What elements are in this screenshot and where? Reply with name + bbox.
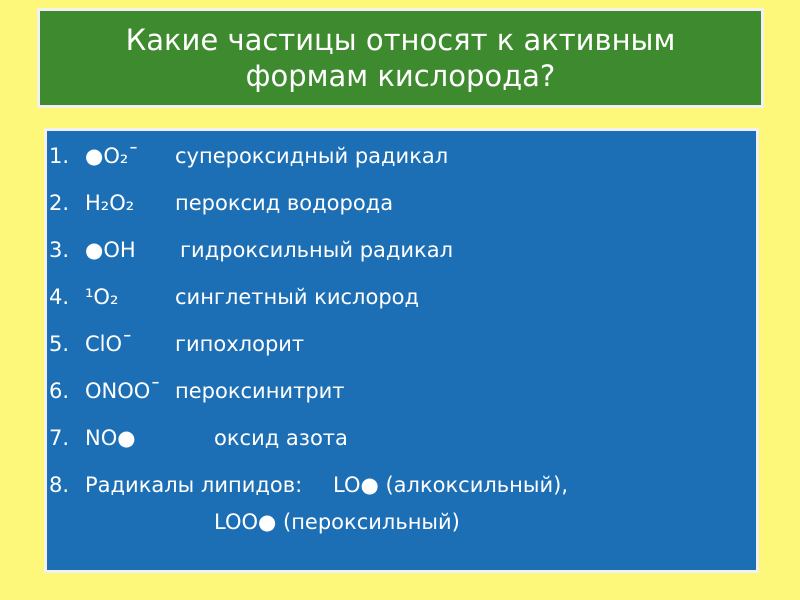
- item-number: 4.: [49, 285, 70, 309]
- item-description: супероксидный радикал: [175, 144, 449, 168]
- item-description: пероксид водорода: [175, 191, 394, 215]
- list-item: [47, 141, 747, 171]
- item-description: LOO● (пероксильный): [214, 510, 460, 534]
- item-formula: NO●: [85, 426, 136, 450]
- item-formula: ClO¯: [85, 332, 133, 356]
- list-item: [47, 329, 747, 359]
- content-panel: [44, 128, 759, 573]
- item-number: 6.: [49, 379, 70, 403]
- slide-title: Какие частицы относят к активным формам кислорода?: [125, 23, 676, 93]
- item-description: оксид азота: [214, 426, 348, 450]
- item-description: пероксинитрит: [175, 379, 345, 403]
- item-number: 5.: [49, 332, 70, 356]
- item-description: гипохлорит: [175, 332, 305, 356]
- item-number: 1.: [49, 144, 70, 168]
- item-description: синглетный кислород: [175, 285, 420, 309]
- item-formula: ●O₂¯: [85, 144, 139, 168]
- item-number: 8.: [49, 473, 70, 497]
- item-formula: ¹O₂: [85, 285, 119, 309]
- item-description: LO● (алкоксильный),: [333, 473, 568, 497]
- item-formula: Радикалы липидов:: [85, 473, 303, 497]
- list-item: [47, 188, 747, 218]
- list-item: [47, 423, 747, 453]
- item-number: 3.: [49, 238, 70, 262]
- item-number: 7.: [49, 426, 70, 450]
- list-item: [47, 235, 747, 265]
- item-number: 2.: [49, 191, 70, 215]
- item-formula: ●OH: [85, 238, 136, 262]
- list-item: [47, 470, 747, 500]
- list-item: [47, 376, 747, 406]
- item-formula: H₂O₂: [85, 191, 135, 215]
- title-panel: [37, 8, 764, 108]
- list-item-continuation: [47, 507, 747, 537]
- item-formula: ONOO¯: [85, 379, 161, 403]
- list-item: [47, 282, 747, 312]
- item-description: гидроксильный радикал: [180, 238, 454, 262]
